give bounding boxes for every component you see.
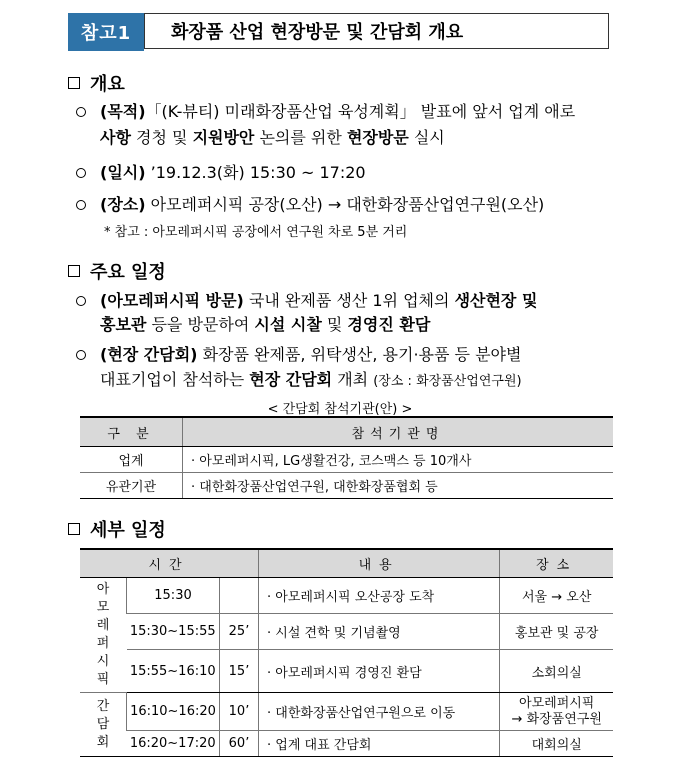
content-cell: · 대한화장품산업연구원으로 이동 <box>259 693 500 731</box>
document-title: 화장품 산업 현장방문 및 간담회 개요 <box>144 13 609 49</box>
content-cell: · 시설 견학 및 기념촬영 <box>259 614 500 650</box>
place-cell: 소회의실 <box>500 650 613 693</box>
meeting-line-1: (현장 간담회) 화장품 완제품, 위탁생산, 용기·용품 등 분야별 <box>100 345 522 364</box>
group-label-amorepacific: 아 모 레 퍼 시 픽 <box>80 578 127 693</box>
table-row <box>80 731 613 757</box>
section-detail-schedule-heading: 세부 일정 <box>68 516 166 542</box>
table-header: 참석기관명 <box>183 417 614 447</box>
table-header: 장소 <box>500 549 613 578</box>
content-cell: · 아모레퍼시픽 경영진 환담 <box>259 650 500 693</box>
table-header: 내용 <box>259 549 500 578</box>
duration-cell <box>220 578 259 614</box>
circle-bullet-icon <box>76 107 86 117</box>
section-main-schedule-heading: 주요 일정 <box>68 258 166 284</box>
table-cell: · 아모레퍼시픽, LG생활건강, 코스맥스 등 10개사 <box>183 447 614 473</box>
place-note: * 참고 : 아모레퍼시픽 공장에서 연구원 차로 5분 거리 <box>104 225 408 240</box>
duration-cell: 60’ <box>220 731 259 757</box>
square-bullet-icon <box>68 523 80 535</box>
visit-line-1: (아모레퍼시픽 방문) 국내 완제품 생산 1위 업체의 생산현장 및 <box>100 291 538 310</box>
place-cell: 홍보관 및 공장 <box>500 614 613 650</box>
purpose-line-2: 사항 경청 및 지원방안 논의를 위한 현장방문 실시 <box>100 128 445 147</box>
content-cell: · 업계 대표 간담회 <box>259 731 500 757</box>
attendees-table-caption: < 간담회 참석기관(안) > <box>267 402 413 417</box>
table-header: 시간 <box>80 549 259 578</box>
time-cell: 16:10~16:20 <box>127 693 220 731</box>
table-row <box>80 447 613 473</box>
table-row <box>80 578 613 614</box>
time-cell: 16:20~17:20 <box>127 731 220 757</box>
table-row <box>80 473 613 499</box>
place-cell: 아모레퍼시픽 → 화장품연구원 <box>500 693 613 731</box>
square-bullet-icon <box>68 77 80 89</box>
purpose-line-1: (목적)「(K-뷰티) 미래화장품산업 육성계획」 발표에 앞서 업계 애로 <box>100 102 576 121</box>
circle-bullet-icon <box>76 350 86 360</box>
table-row <box>80 650 613 693</box>
duration-cell: 10’ <box>220 693 259 731</box>
time-cell: 15:30~15:55 <box>127 614 220 650</box>
meeting-line-2: 대표기업이 참석하는 현장 간담회 개최 (장소 : 화장품산업연구원) <box>100 370 522 389</box>
table-row <box>80 693 613 731</box>
place-cell: 대회의실 <box>500 731 613 757</box>
time-cell: 15:30 <box>127 578 220 614</box>
group-label-meeting: 간 담 회 <box>80 693 127 757</box>
visit-line-2: 홍보관 등을 방문하여 시설 시찰 및 경영진 환담 <box>100 315 431 334</box>
table-cell: 유관기관 <box>80 473 183 499</box>
table-header: 구 분 <box>80 417 183 447</box>
table-cell: · 대한화장품산업연구원, 대한화장품협회 등 <box>183 473 614 499</box>
duration-cell: 15’ <box>220 650 259 693</box>
date-line: (일시) ’19.12.3(화) 15:30 ~ 17:20 <box>100 163 366 182</box>
circle-bullet-icon <box>76 200 86 210</box>
table-row <box>80 614 613 650</box>
attendees-table <box>80 416 613 499</box>
time-cell: 15:55~16:10 <box>127 650 220 693</box>
detail-schedule-table <box>80 548 613 757</box>
circle-bullet-icon <box>76 168 86 178</box>
square-bullet-icon <box>68 265 80 277</box>
circle-bullet-icon <box>76 296 86 306</box>
place-cell: 서울 → 오산 <box>500 578 613 614</box>
table-cell: 업계 <box>80 447 183 473</box>
duration-cell: 25’ <box>220 614 259 650</box>
reference-tag: 참고1 <box>68 13 144 51</box>
place-line: (장소) 아모레퍼시픽 공장(오산) → 대한화장품산업연구원(오산) <box>100 195 545 214</box>
content-cell: · 아모레퍼시픽 오산공장 도착 <box>259 578 500 614</box>
section-overview-heading: 개요 <box>68 70 125 96</box>
